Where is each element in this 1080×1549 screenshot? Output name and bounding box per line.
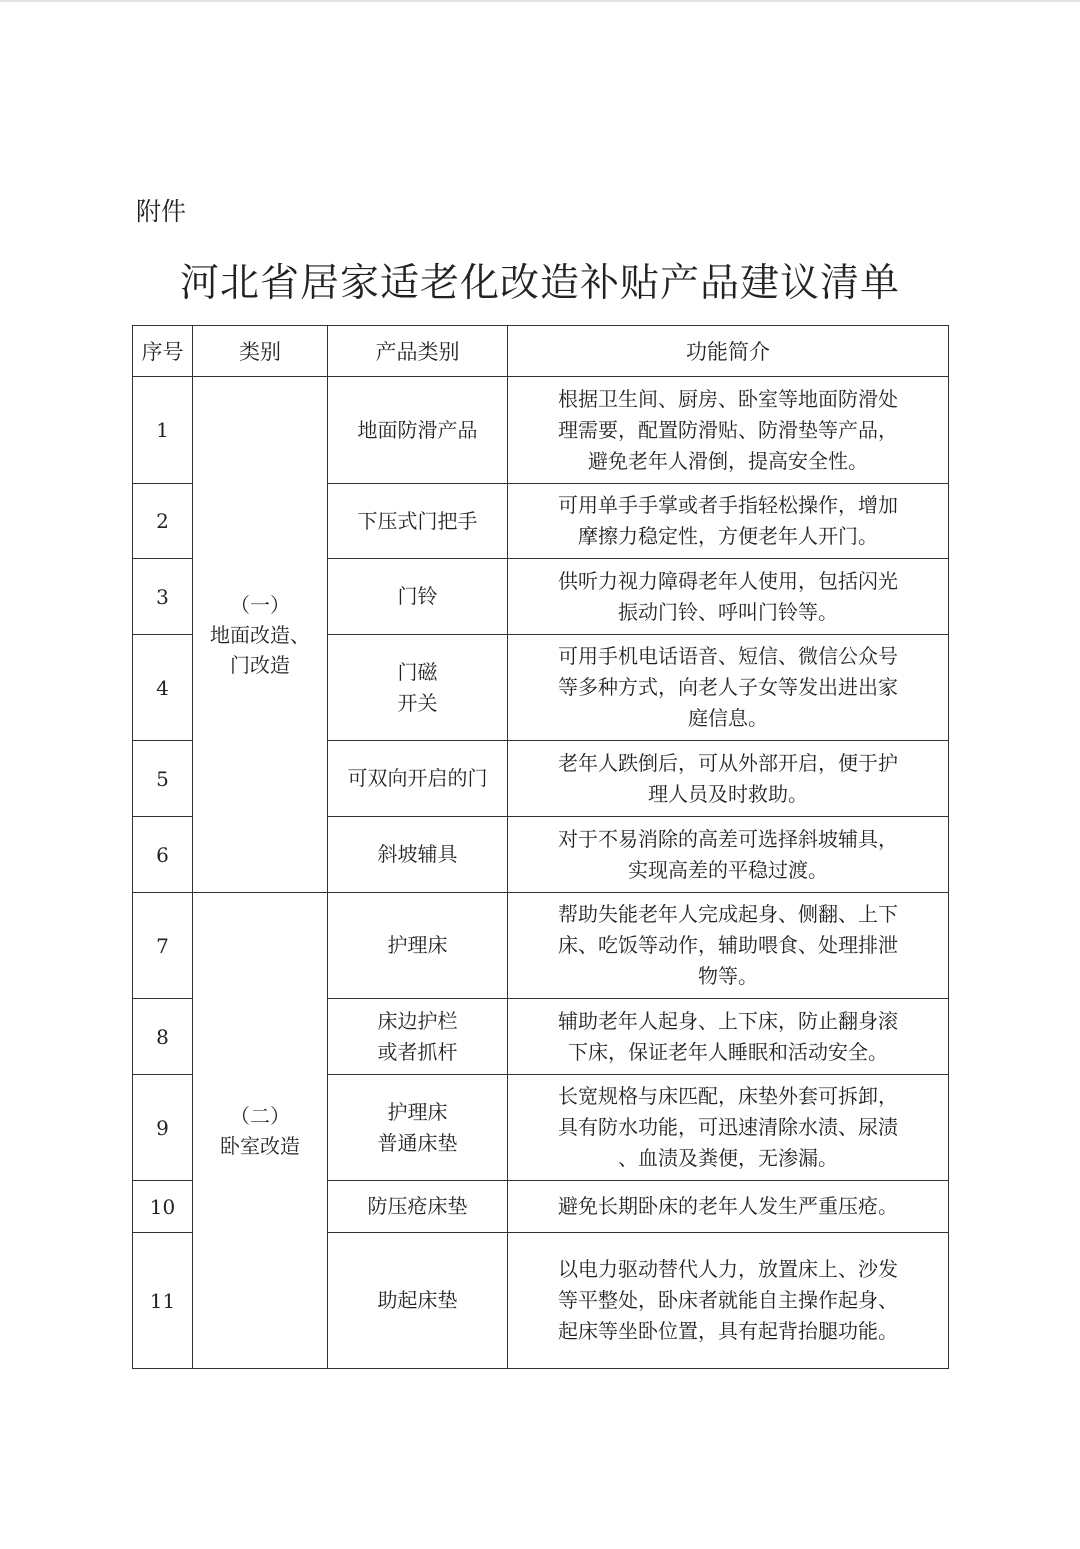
- row-number: 2: [133, 484, 193, 559]
- category-line: （一）: [230, 592, 290, 617]
- table-row: [133, 893, 949, 999]
- category-line: 卧室改造: [220, 1133, 300, 1158]
- row-number: 3: [133, 559, 193, 635]
- product-line: 下压式门把手: [357, 508, 478, 533]
- description-line: 供听力视力障碍老年人使用，包括闪光: [558, 568, 898, 593]
- document-title: 河北省居家适老化改造补贴产品建议清单: [179, 261, 900, 306]
- description-cell: [508, 484, 949, 559]
- description-cell: [508, 1181, 949, 1233]
- description-line: 避免老年人滑倒，提高安全性。: [588, 448, 868, 473]
- category-cell-bedroom: [193, 893, 328, 1369]
- header-category: 类别: [193, 326, 328, 377]
- table-header-row: [133, 326, 949, 377]
- description-line: 以电力驱动替代人力，放置床上、沙发: [558, 1257, 898, 1281]
- description-cell: [508, 817, 949, 893]
- product-cell: [328, 1181, 508, 1233]
- description-line: 、血渍及粪便，无渗漏。: [618, 1146, 838, 1170]
- product-cell: [328, 893, 508, 999]
- product-list-table: [132, 325, 949, 1369]
- description-line: 根据卫生间、厨房、卧室等地面防滑处: [558, 386, 898, 411]
- product-line: 开关: [397, 690, 438, 715]
- description-line: 床、吃饭等动作，辅助喂食、处理排泄: [558, 933, 898, 957]
- product-line: 地面防滑产品: [357, 417, 478, 442]
- annex-label: 附件: [136, 197, 187, 226]
- product-cell: [328, 635, 508, 741]
- description-cell: [508, 377, 949, 484]
- row-number: 4: [133, 635, 193, 741]
- description-line: 等多种方式，向老人子女等发出进出家: [558, 675, 898, 699]
- product-line: 床边护栏: [377, 1008, 458, 1033]
- product-cell: [328, 999, 508, 1075]
- description-line: 帮助失能老年人完成起身、侧翻、上下: [558, 902, 898, 926]
- product-line: 门铃: [397, 584, 438, 608]
- row-number: 1: [133, 377, 193, 484]
- product-cell: [328, 484, 508, 559]
- table-row: [133, 377, 949, 484]
- description-line: 实现高差的平稳过渡。: [628, 857, 828, 882]
- category-cell-floor-door: [193, 377, 328, 893]
- description-cell: [508, 741, 949, 817]
- description-line: 具有防水功能，可迅速清除水渍、尿渍: [558, 1115, 898, 1139]
- product-line: 斜坡辅具: [377, 842, 458, 866]
- description-cell: [508, 893, 949, 999]
- description-line: 振动门铃、呼叫门铃等。: [618, 599, 838, 624]
- description-line: 辅助老年人起身、上下床，防止翻身滚: [558, 1008, 898, 1033]
- product-line: 普通床垫: [377, 1130, 458, 1155]
- description-line: 对于不易消除的高差可选择斜坡辅具，: [558, 826, 898, 851]
- top-edge-line: [0, 0, 1080, 2]
- category-line: 门改造: [230, 652, 290, 677]
- row-number: 7: [133, 893, 193, 999]
- description-line: 庭信息。: [688, 706, 768, 730]
- row-number: 9: [133, 1075, 193, 1181]
- product-cell: [328, 1233, 508, 1369]
- description-line: 摩擦力稳定性，方便老年人开门。: [578, 524, 878, 548]
- description-line: 起床等坐卧位置，具有起背抬腿功能。: [558, 1319, 898, 1343]
- product-line: 防压疮床垫: [367, 1194, 468, 1218]
- product-line: 或者抓杆: [377, 1039, 458, 1064]
- product-cell: [328, 817, 508, 893]
- description-cell: [508, 999, 949, 1075]
- description-cell: [508, 1233, 949, 1369]
- description-line: 下床，保证老年人睡眠和活动安全。: [568, 1039, 888, 1064]
- product-line: 门磁: [397, 659, 438, 684]
- row-number: 8: [133, 999, 193, 1075]
- header-product-type: 产品类别: [328, 326, 508, 377]
- product-cell: [328, 1075, 508, 1181]
- description-line: 避免长期卧床的老年人发生严重压疮。: [558, 1194, 898, 1218]
- description-line: 可用手机电话语音、短信、微信公众号: [558, 644, 898, 668]
- description-line: 理人员及时救助。: [648, 781, 808, 806]
- description-cell: [508, 559, 949, 635]
- description-line: 理需要，配置防滑贴、防滑垫等产品，: [558, 417, 898, 442]
- row-number: 5: [133, 741, 193, 817]
- row-number: 11: [133, 1233, 193, 1369]
- header-serial-number: 序号: [133, 326, 193, 377]
- product-line: 护理床: [387, 1099, 448, 1124]
- description-cell: [508, 635, 949, 741]
- description-cell: [508, 1075, 949, 1181]
- description-line: 等平整处，卧床者就能自主操作起身、: [558, 1288, 898, 1312]
- description-line: 可用单手手掌或者手指轻松操作，增加: [558, 493, 898, 517]
- header-function-summary: 功能简介: [508, 326, 949, 377]
- description-line: 老年人跌倒后，可从外部开启，便于护: [558, 750, 898, 775]
- product-line: 助起床垫: [377, 1288, 458, 1312]
- description-line: 物等。: [698, 964, 758, 988]
- row-number: 6: [133, 817, 193, 893]
- product-cell: [328, 559, 508, 635]
- product-cell: [328, 377, 508, 484]
- product-line: 可双向开启的门: [347, 766, 488, 790]
- category-line: 地面改造、: [210, 622, 310, 647]
- product-line: 护理床: [387, 933, 448, 957]
- description-line: 长宽规格与床匹配，床垫外套可拆卸，: [558, 1084, 898, 1108]
- row-number: 10: [133, 1181, 193, 1233]
- product-cell: [328, 741, 508, 817]
- category-line: （二）: [230, 1103, 290, 1128]
